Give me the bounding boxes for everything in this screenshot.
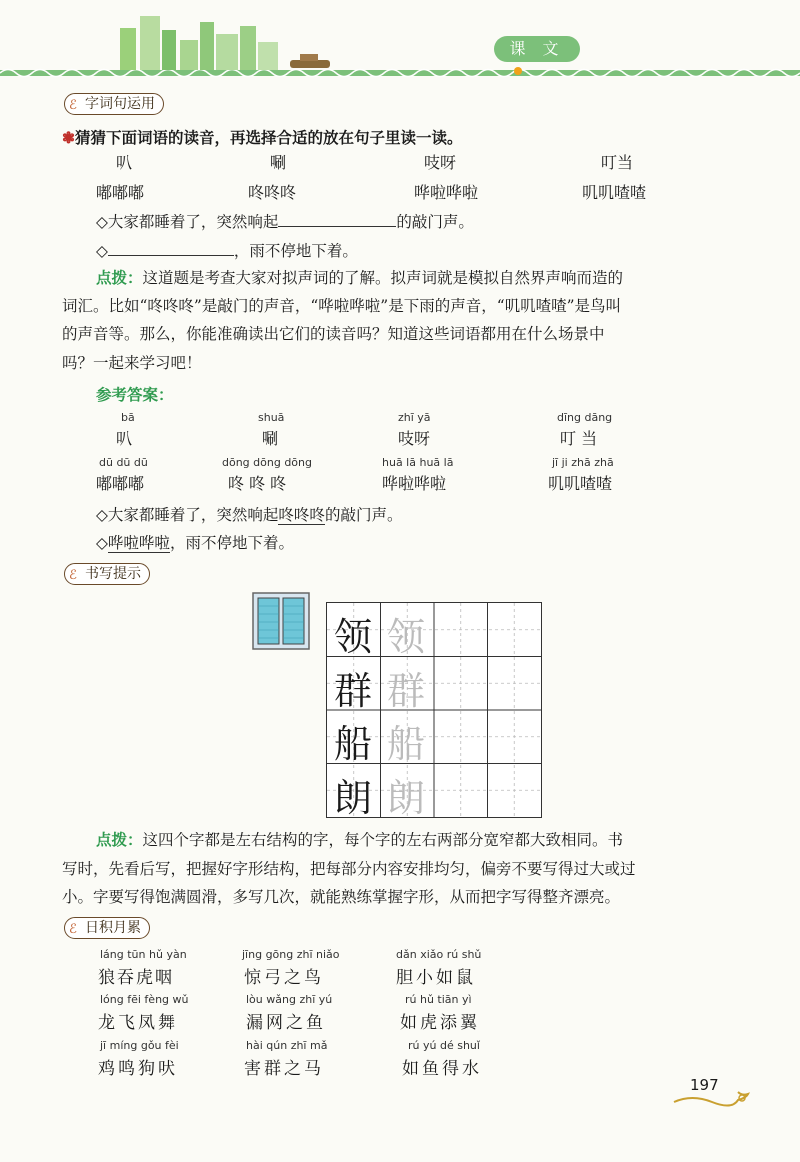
pinyin: jīng gōng zhī niǎo	[242, 948, 340, 961]
section-label-writing-tips: ℰ 书写提示	[64, 563, 150, 585]
answer-sentence-1: ◇大家都睡着了，突然响起咚咚咚的敲门声。	[96, 506, 403, 524]
pinyin: rú hǔ tiān yì	[405, 993, 472, 1006]
section-label-word-usage: ℰ 字词句运用	[64, 93, 164, 115]
idiom: 害群之马	[244, 1059, 324, 1079]
pinyin: jī ji zhā zhā	[552, 456, 614, 469]
word-option: 唰	[270, 153, 287, 172]
model-char: 朗	[334, 776, 373, 820]
idiom: 漏网之鱼	[246, 1013, 326, 1033]
blackboard-icon	[252, 592, 310, 650]
page-number: 197	[690, 1076, 719, 1094]
model-char: 船	[334, 722, 373, 766]
blank-line	[108, 255, 234, 256]
pinyin: dōng dōng dōng	[222, 456, 312, 469]
blank-line	[278, 226, 396, 227]
pinyin: dǎn xiǎo rú shǔ	[396, 948, 482, 961]
swirl-icon: ℰ	[69, 568, 77, 583]
pinyin: shuā	[258, 411, 285, 424]
answer-word: 叽叽喳喳	[548, 474, 613, 493]
page-header	[0, 0, 800, 82]
trace-char: 群	[387, 669, 426, 713]
idiom: 如虎添翼	[400, 1013, 480, 1033]
hint-paragraph-line: 点拨：这道题是考查大家对拟声词的了解。拟声词就是模拟自然界声响而造的	[96, 268, 624, 287]
pinyin: jī míng gǒu fèi	[100, 1039, 179, 1052]
page-ornament	[672, 1090, 752, 1110]
trace-char: 朗	[387, 776, 426, 820]
pinyin: huā lā huā lā	[382, 456, 454, 469]
pinyin: dīng dāng	[557, 411, 613, 424]
section-label-daily-accumulation: ℰ 日积月累	[64, 917, 150, 939]
idiom: 如鱼得水	[402, 1059, 482, 1079]
pinyin: hài qún zhī mǎ	[246, 1039, 328, 1052]
trace-char: 领	[387, 615, 426, 659]
word-option: 吱呀	[424, 153, 457, 172]
answer-word: 吱呀	[398, 429, 431, 448]
flower-bullet-icon: ❃	[62, 128, 75, 147]
pinyin: láng tūn hǔ yàn	[100, 948, 187, 961]
tab-marker-dot	[514, 67, 522, 75]
lesson-tab: 课 文	[494, 36, 580, 62]
word-option: 叽叽喳喳	[582, 183, 647, 202]
idiom: 龙飞凤舞	[98, 1013, 178, 1033]
word-option: 哗啦哗啦	[414, 183, 479, 202]
fill-sentence-2: ◇ ，雨不停地下着。	[96, 242, 358, 260]
idiom: 惊弓之鸟	[244, 968, 324, 988]
tian-grid	[326, 602, 542, 818]
pinyin: zhī yā	[398, 411, 431, 424]
pinyin: lóng fēi fèng wǔ	[100, 993, 189, 1006]
pinyin: lòu wǎng zhī yú	[246, 993, 333, 1006]
hint-paragraph-line: 点拨：这四个字都是左右结构的字，每个字的左右两部分宽窄都大致相同。书	[96, 830, 624, 849]
pinyin: dū dū dū	[99, 456, 148, 469]
hint-paragraph-line: 的声音等。那么，你能准确读出它们的读音吗？知道这些词语都用在什么场景中	[62, 325, 605, 343]
swirl-icon: ℰ	[69, 922, 77, 937]
idiom: 胆小如鼠	[396, 968, 476, 988]
answer-word: 咚 咚 咚	[228, 474, 287, 493]
answer-sentence-2: ◇哗啦哗啦，雨不停地下着。	[96, 534, 294, 552]
fill-sentence-1: ◇大家都睡着了，突然响起 的敲门声。	[96, 213, 474, 231]
hint-paragraph-line: 写时，先看后写，把握好字形结构，把每部分内容安排均匀，偏旁不要写得过大或过	[62, 860, 636, 878]
idiom: 狼吞虎咽	[98, 968, 174, 988]
answer-title: 参考答案：	[96, 385, 174, 404]
answer-word: 叮 当	[560, 429, 598, 448]
answer-word: 叭	[116, 429, 133, 448]
word-option: 嘟嘟嘟	[96, 183, 145, 202]
model-char: 群	[334, 669, 373, 713]
answer-word: 嘟嘟嘟	[96, 474, 145, 493]
hint-paragraph-line: 小。字要写得饱满圆滑，多写几次，就能熟练掌握字形，从而把字写得整齐漂亮。	[62, 888, 621, 906]
swirl-icon: ℰ	[69, 98, 77, 113]
idiom: 鸡鸣狗吠	[98, 1059, 178, 1079]
pinyin: rú yú dé shuǐ	[408, 1039, 480, 1052]
answer-word: 哗啦哗啦	[382, 474, 447, 493]
trace-char: 船	[387, 722, 426, 766]
word-option: 叭	[116, 153, 133, 172]
answer-word: 唰	[262, 429, 279, 448]
model-char: 领	[334, 615, 373, 659]
hint-paragraph-line: 词汇。比如“咚咚咚”是敲门的声音，“哗啦哗啦”是下雨的声音，“叽叽喳喳”是鸟叫	[62, 297, 622, 315]
question-line: ❃猜猜下面词语的读音，再选择合适的放在句子里读一读。	[62, 128, 463, 147]
word-option: 叮当	[601, 153, 634, 172]
word-option: 咚咚咚	[248, 183, 297, 202]
city-skyline-banner	[0, 0, 800, 82]
pinyin: bā	[121, 411, 135, 424]
hint-paragraph-line: 吗？一起来学习吧！	[62, 354, 202, 372]
